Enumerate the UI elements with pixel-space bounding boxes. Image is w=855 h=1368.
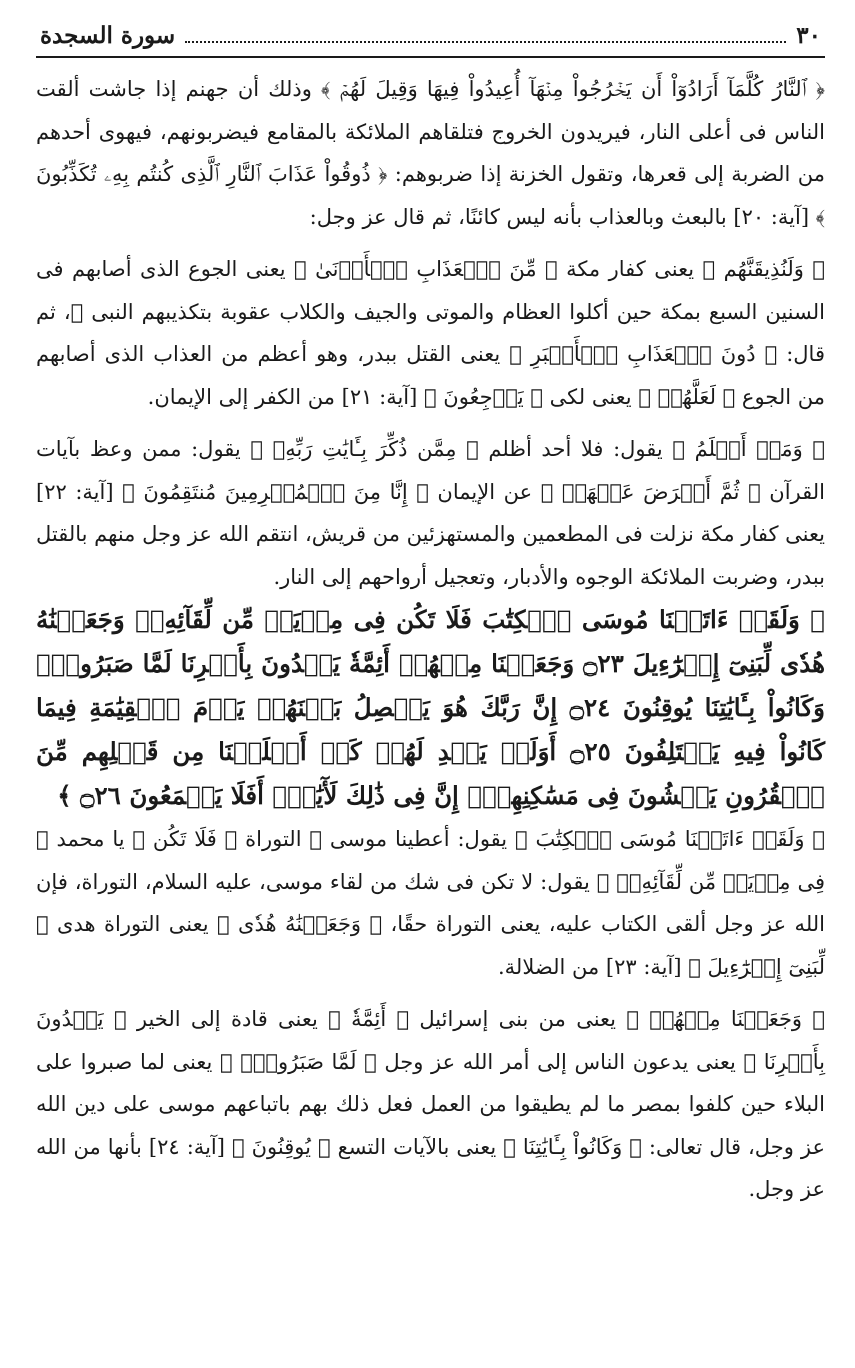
- commentary-paragraph: ﴿ وَجَعَلۡنَا مِنۡهُمۡ ﴾ يعنى من بنى إسرائيل ﴿ أَئِمَّةٗ ﴾ يعنى قادة إلى الخير ﴿ يَهۡدُونَ بِأَمۡرِنَا ﴾ يعنى يدعون الناس إلى أمر الله عز وجل ﴿ لَمَّا صَبَرُواْۖ ﴾ يعنى لما صبروا على البلاء حين كلفوا بمصر ما لم يطيقوا من العمل فعل ذلك بهم باتباعهم موسى على دين الله عز وجل، قال تعالى: ﴿ وَكَانُواْ بِـَٔايَٰتِنَا ﴾ يعنى بالآيات التسع ﴿ يُوقِنُونَ ﴾ [آية: ٢٤] بأنها من الله عز وجل.: [36, 1007, 825, 1201]
- header-dotted-leader: [185, 41, 786, 43]
- quran-verses-block: [36, 598, 825, 818]
- quran-verses-text: ﴿ وَلَقَدۡ ءَاتَيۡنَا مُوسَى ٱلۡكِتَٰبَ فَلَا تَكُن فِى مِرۡيَةٖ مِّن لِّقَآئِهِۦۖ وَجَعَلۡنَٰهُ هُدٗى لِّبَنِىٓ إِسۡرَٰٓءِيلَ ۝٢٣ وَجَعَلۡنَا مِنۡهُمۡ أَئِمَّةٗ يَهۡدُونَ بِأَمۡرِنَا لَمَّا صَبَرُواْۖ وَكَانُواْ بِـَٔايَٰتِنَا يُوقِنُونَ ۝٢٤ إِنَّ رَبَّكَ هُوَ يَفۡصِلُ بَيۡنَهُمۡ يَوۡمَ ٱلۡقِيَٰمَةِ فِيمَا كَانُواْ فِيهِ يَخۡتَلِفُونَ ۝٢٥ أَوَلَمۡ يَهۡدِ لَهُمۡ كَمۡ أَهۡلَكۡنَا مِن قَبۡلِهِم مِّنَ ٱلۡقُرُونِ يَمۡشُونَ فِى مَسَٰكِنِهِمۡۚ إِنَّ فِى ذَٰلِكَ لَأٓيَٰتٍۚ أَفَلَا يَسۡمَعُونَ ۝٢٦ ﴾: [36, 605, 826, 810]
- page-body: [36, 68, 825, 1211]
- page-header: [36, 22, 825, 58]
- surah-title: سورة السجدة: [40, 22, 176, 49]
- page-number: ٣٠: [796, 22, 821, 49]
- commentary-paragraph: ﴿ وَلَنُذِيقَنَّهُم ﴾ يعنى كفار مكة ﴿ مِّنَ ٱلۡعَذَابِ ٱلۡأَدۡنَىٰ ﴾ يعنى الجوع الذى أصابهم فى السنين السبع بمكة حين أكلوا العظام والموتى والجيف والكلاب عقوبة بتكذيبهم النبى ﷺ، ثم قال: ﴿ دُونَ ٱلۡعَذَابِ ٱلۡأَكۡبَرِ ﴾ يعنى القتل ببدر، وهو أعظم من العذاب الذى أصابهم من الجوع ﴿ لَعَلَّهُمۡ ﴾ يعنى لكى ﴿ يَرۡجِعُونَ ﴾ [آية: ٢١] من الكفر إلى الإيمان.: [36, 257, 825, 409]
- commentary-paragraph: ﴿ ٱلنَّارُ كُلَّمَآ أَرَادُوٓاْ أَن يَخۡرُجُواْ مِنۡهَآ أُعِيدُواْ فِيهَا وَقِيلَ لَهُمۡ ﴾ وذلك أن جهنم إذا جاشت ألقت الناس فى أعلى النار، فيريدون الخروج فتلقاهم الملائكة بالمقامع فيضربونهم، فيهوى أحدهم من الضربة إلى قعرها، وتقول الخزنة إذا ضربوهم: ﴿ ذُوقُواْ عَذَابَ ٱلنَّارِ ٱلَّذِى كُنتُم بِهِۦ تُكَذِّبُونَ ﴾ [آية: ٢٠] بالبعث وبالعذاب بأنه ليس كائنًا، ثم قال عز وجل:: [36, 77, 825, 229]
- commentary-paragraph: ﴿ وَلَقَدۡ ءَاتَيۡنَا مُوسَى ٱلۡكِتَٰبَ ﴾ يقول: أعطينا موسى ﷺ التوراة ﴿ فَلَا تَكُن ﴾ يا محمد ﴿ فِى مِرۡيَةٖ مِّن لِّقَآئِهِۦۖ ﴾ يقول: لا تكن فى شك من لقاء موسى، عليه السلام، التوراة، فإن الله عز وجل ألقى الكتاب عليه، يعنى التوراة حقًا، ﴿ وَجَعَلۡنَٰهُ هُدٗى ﴾ يعنى التوراة هدى ﴿ لِّبَنِىٓ إِسۡرَٰٓءِيلَ ﴾ [آية: ٢٣] من الضلالة.: [36, 827, 825, 979]
- commentary-paragraph: ﴿ وَمَنۡ أَظۡلَمُ ﴾ يقول: فلا أحد أظلم ﴿ مِمَّن ذُكِّرَ بِـَٔايَٰتِ رَبِّهِۦ ﴾ يقول: ممن وعظ بآيات القرآن ﴿ ثُمَّ أَعۡرَضَ عَنۡهَآۚ ﴾ عن الإيمان ﴿ إِنَّا مِنَ ٱلۡمُجۡرِمِينَ مُنتَقِمُونَ ﴾ [آية: ٢٢] يعنى كفار مكة نزلت فى المطعمين والمستهزئين من قريش، انتقم الله عز وجل منهم بالقتل ببدر، وضربت الملائكة الوجوه والأدبار، وتعجيل أرواحهم إلى النار.: [36, 437, 825, 589]
